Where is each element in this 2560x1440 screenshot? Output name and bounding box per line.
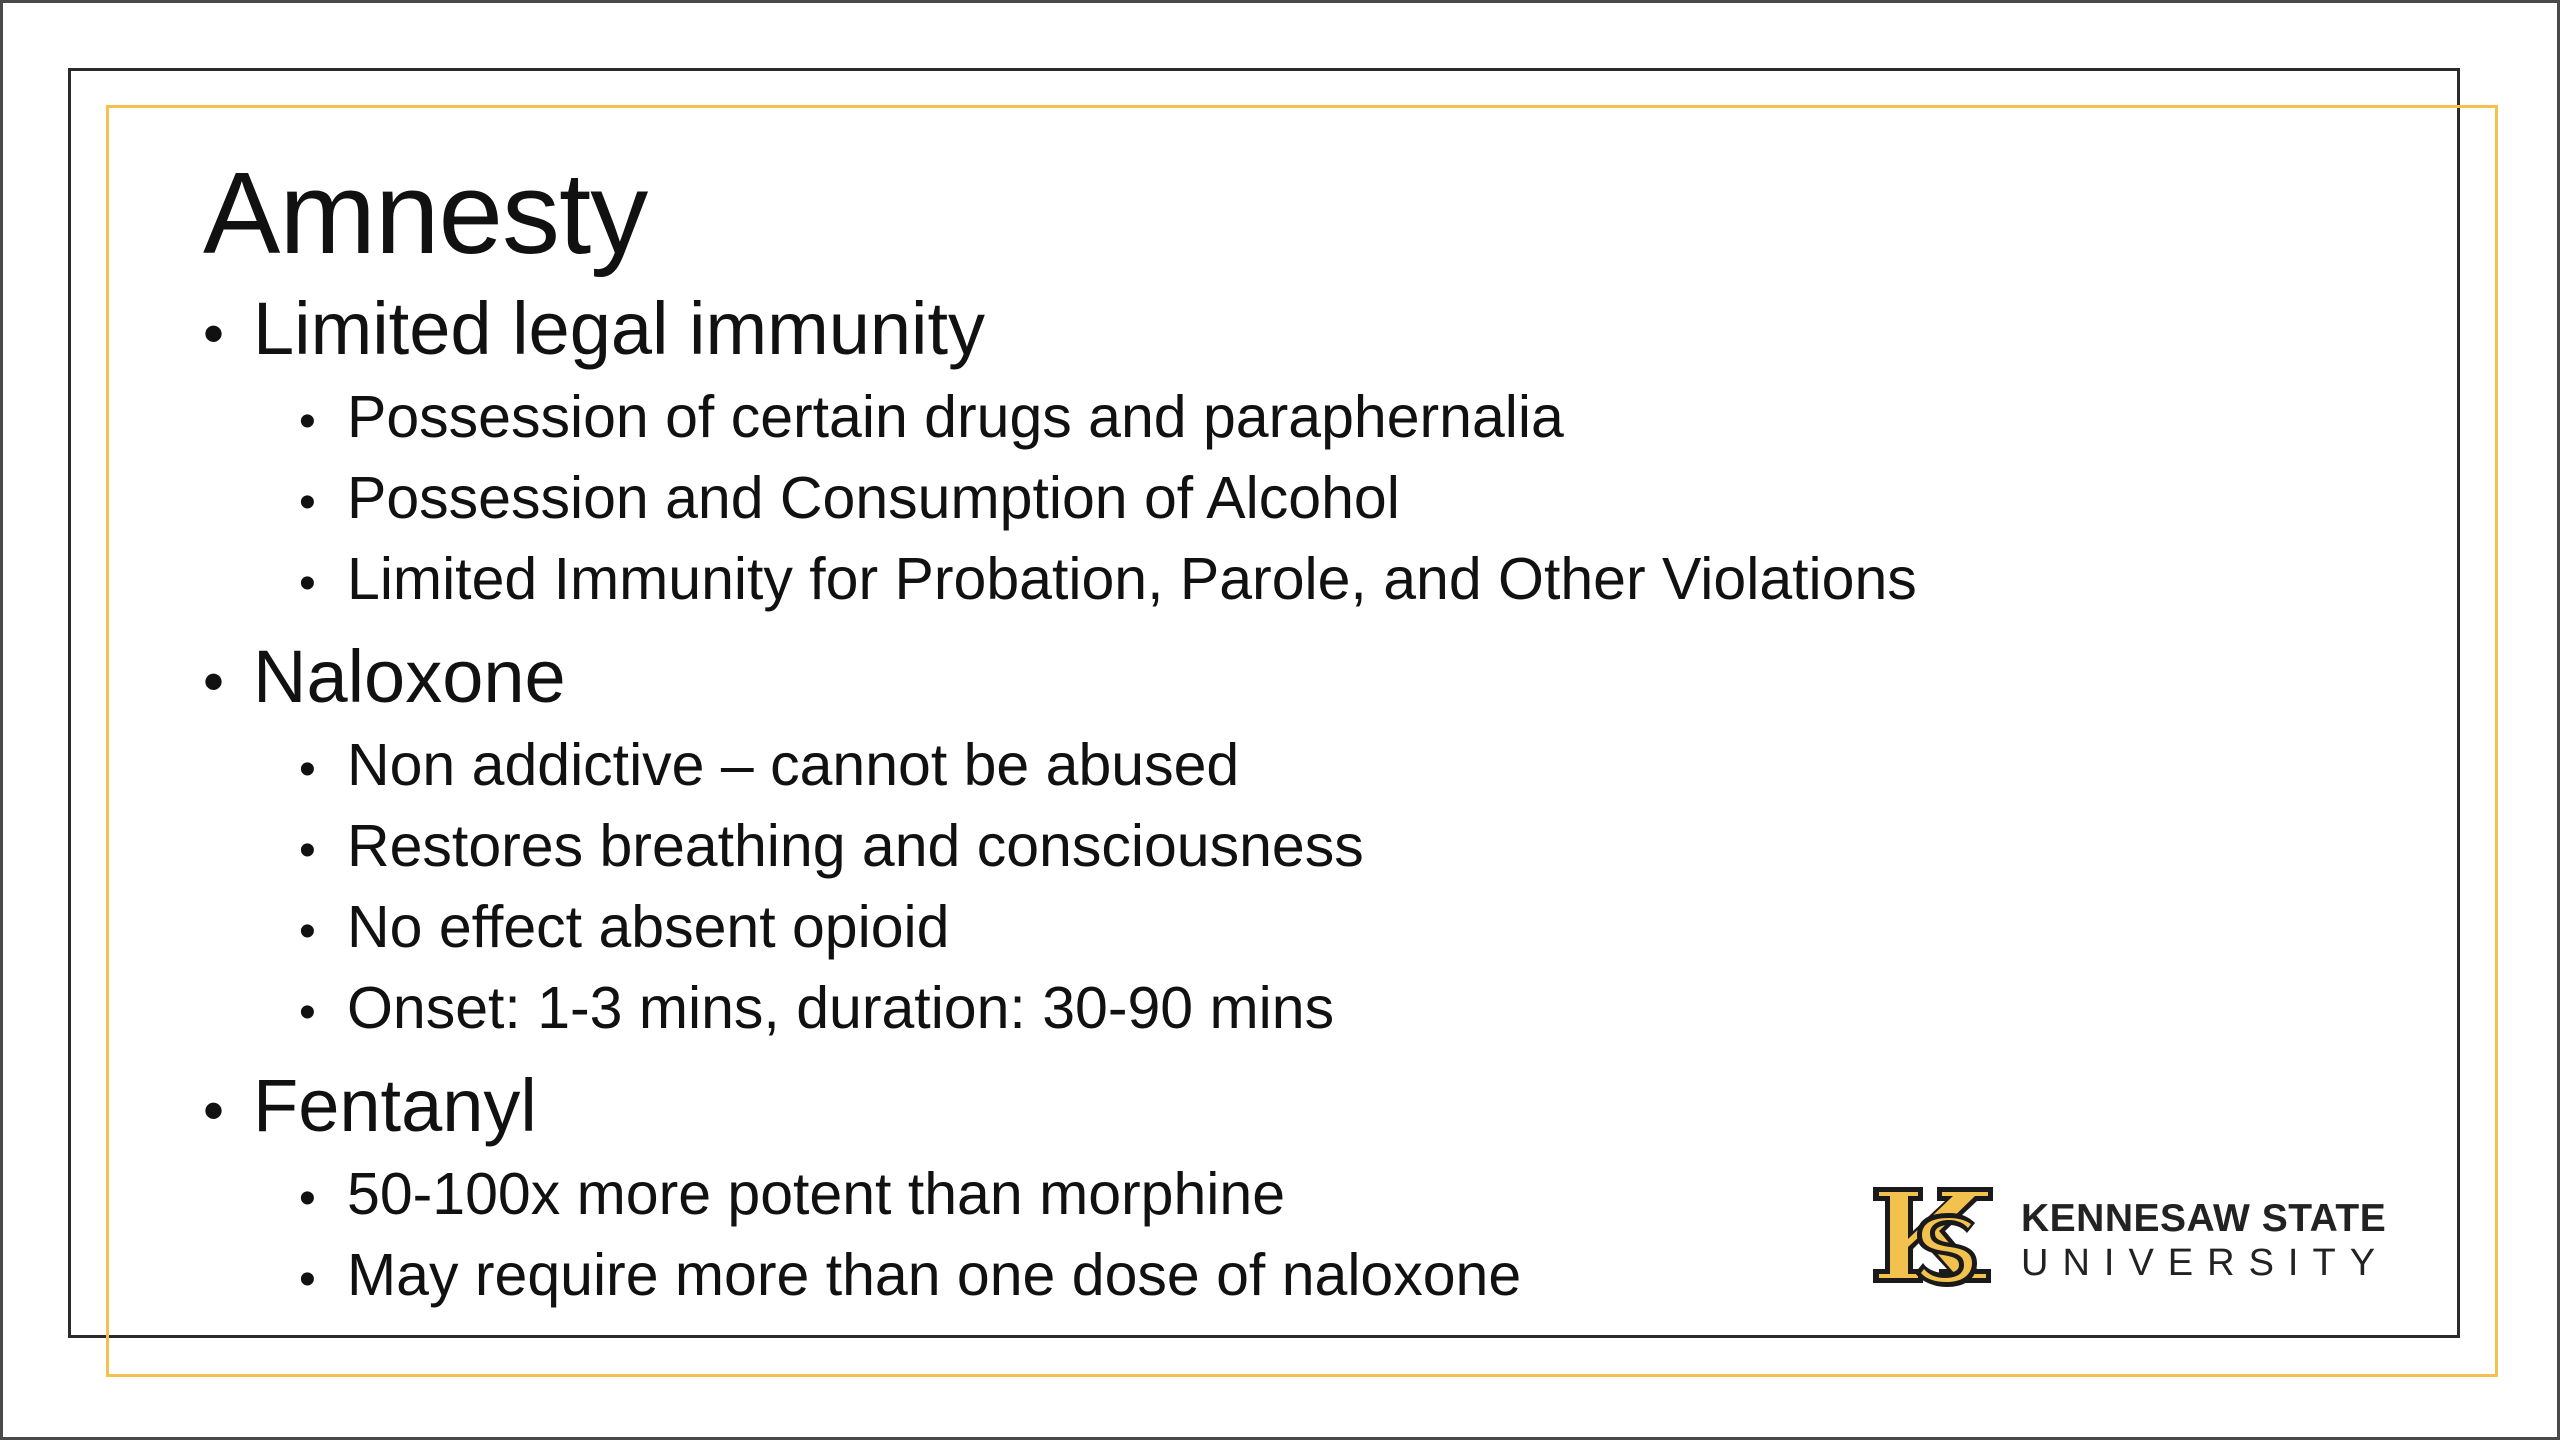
sub-bullet-text: Limited Immunity for Probation, Parole, and Other Violations: [347, 546, 1917, 612]
bullet-dot: •: [299, 395, 316, 448]
bullet-dot: •: [203, 300, 225, 367]
ks-monogram-icon: [1865, 1173, 2001, 1309]
sub-bullet-text: May require more than one dose of naloxone: [347, 1242, 1522, 1308]
bullet-dot: •: [299, 476, 316, 529]
sub-bullet-item: [299, 379, 2203, 460]
bullet-dot: •: [299, 986, 316, 1039]
sub-bullet-text: Onset: 1-3 mins, duration: 30-90 mins: [347, 975, 1335, 1041]
sub-bullet-item: [299, 727, 2203, 808]
section-heading: Naloxone: [253, 635, 566, 718]
bullet-dot: •: [299, 1172, 316, 1225]
bullet-dot: •: [299, 557, 316, 610]
logo-wordmark: [2021, 1197, 2389, 1285]
university-logo: [1865, 1173, 2405, 1309]
sub-bullet-item: [299, 541, 2203, 622]
sub-bullet-text: Restores breathing and consciousness: [347, 813, 1364, 879]
bullet-dot: •: [203, 1077, 225, 1144]
sub-bullet-item: [299, 970, 2203, 1051]
sub-bullet-item: [299, 889, 2203, 970]
section-naloxone: [203, 632, 2203, 1051]
sub-bullet-list: [299, 379, 2203, 622]
slide-content: [203, 148, 2203, 1328]
bullet-dot: •: [203, 648, 225, 715]
sub-bullet-list: [299, 727, 2203, 1051]
sub-bullet-text: No effect absent opioid: [347, 894, 950, 960]
bullet-list: [203, 284, 2203, 1318]
sub-bullet-text: Possession of certain drugs and paraphernalia: [347, 384, 1564, 450]
bullet-dot: •: [299, 905, 316, 958]
bullet-dot: •: [299, 1253, 316, 1306]
sub-bullet-text: Possession and Consumption of Alcohol: [347, 465, 1400, 531]
sub-bullet-item: [299, 460, 2203, 541]
sub-bullet-text: 50-100x more potent than morphine: [347, 1161, 1286, 1227]
section-limited-legal-immunity: [203, 284, 2203, 622]
section-heading: Limited legal immunity: [253, 287, 986, 370]
bullet-dot: •: [299, 743, 316, 796]
sub-bullet-text: Non addictive – cannot be abused: [347, 732, 1240, 798]
slide-title: Amnesty: [203, 148, 648, 278]
logo-university-line: UNIVERSITY: [2021, 1242, 2390, 1284]
sub-bullet-item: [299, 808, 2203, 889]
section-heading: Fentanyl: [253, 1064, 537, 1147]
bullet-dot: •: [299, 824, 316, 877]
logo-name-line: KENNESAW STATE: [2021, 1197, 2387, 1240]
